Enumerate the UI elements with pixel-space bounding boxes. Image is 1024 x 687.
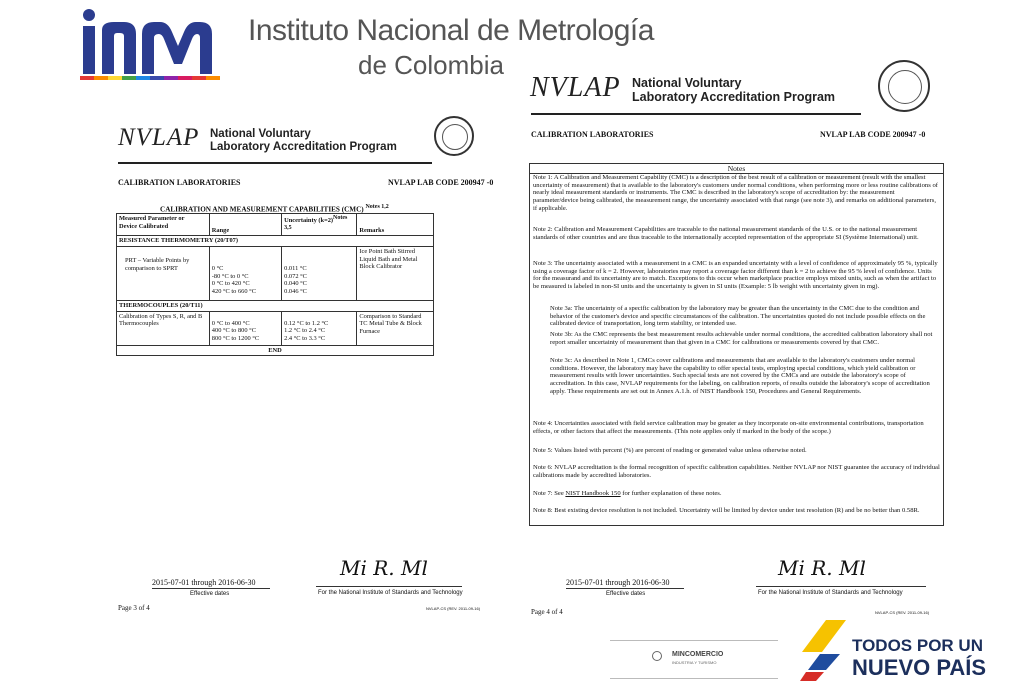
table-title-text: CALIBRATION AND MEASUREMENT CAPABILITIES (CMC) <box>160 205 364 214</box>
inm-logo <box>80 6 240 82</box>
effective-dates: 2015-07-01 through 2016-06-30 <box>152 578 256 587</box>
col-header-param <box>117 214 210 236</box>
mincomercio-label: MINCOMERCIO <box>672 651 724 658</box>
uncertainty-value: 0.046 °C <box>284 287 307 295</box>
program-line2: Laboratory Accreditation Program <box>632 90 836 104</box>
range-value: 800 °C to 1200 °C <box>211 334 260 342</box>
range-value: -80 °C to 0 °C <box>211 272 249 280</box>
doc-seal-icon <box>878 60 930 112</box>
signature-label: For the National Institute of Standards and Technology <box>318 590 463 596</box>
page-number: Page 4 of 4 <box>531 608 563 616</box>
range-cell <box>209 311 281 345</box>
program-line2: Laboratory Accreditation Program <box>210 141 397 153</box>
slogan-line2: NUEVO PAÍS <box>852 655 987 680</box>
range-cell <box>209 247 281 301</box>
category-label: CALIBRATION LABORATORIES <box>118 178 241 187</box>
nvlap-logo: NVLAP <box>530 72 621 103</box>
uncertainty-value: 2.4 °C to 3.3 °C <box>284 334 326 342</box>
signature-rule <box>756 586 926 587</box>
note-3a: Note 3a: The uncertainty of a specific calibration by the laboratory may be greater than the uncertainty in the CMC due to the condition and behavior of the customer's device and specific circumstances of the calibration. The uncertainties quoted do not include possible effects on the calibrated device of transportation, long term stability, or intended use. <box>550 305 926 328</box>
mincomercio-sublabel: INDUSTRIA Y TURISMO <box>672 660 717 665</box>
section-row <box>117 301 434 312</box>
mincomercio-bottom-rule <box>610 678 778 679</box>
inm-name-line1: Instituto Nacional de Metrología <box>248 14 654 47</box>
note-7 <box>533 490 940 498</box>
uncertainty-value: 0.040 °C <box>284 280 307 288</box>
uncertainty-cell <box>282 311 357 345</box>
category-label: CALIBRATION LABORATORIES <box>531 130 654 139</box>
effective-rule <box>566 588 684 589</box>
form-number: NVLAP-CS (REV. 2011-09-16) <box>875 610 930 615</box>
note-1: Note 1: A Calibration and Measurement Capability (CMC) is a description of the best result of a calibration or measurement (result with the smallest uncertainty of measurement) that is available to the laboratory's customers under normal conditions, when performing more or less routine calibrations of nearly ideal measurement standards or instruments. The CMC is described in the laboratory's scope of accreditation by: the measurement parameter/device being calibrated, the measurement range, the uncertainty associated with that range (see note 3), and remarks on additional parameters, if applicable. <box>533 174 938 212</box>
program-line1: National Voluntary <box>210 128 311 140</box>
table-header-row <box>117 214 434 236</box>
end-row <box>117 345 434 356</box>
program-name <box>210 128 397 154</box>
effective-label: Effective dates <box>606 591 646 597</box>
mincomercio-top-rule <box>610 640 778 641</box>
col-header-range: Range <box>209 214 281 236</box>
program-name <box>632 76 835 104</box>
table-title-note: Notes 1,2 <box>365 204 389 210</box>
form-number: NVLAP-CS (REV. 2011-09-16) <box>426 606 481 611</box>
inm-name-line2: de Colombia <box>358 50 504 80</box>
uncertainty-header-text: Uncertainty (k=2) <box>284 217 334 225</box>
program-line1: National Voluntary <box>632 76 742 90</box>
colombia-shield-icon <box>652 651 662 661</box>
note-8: Note 8: Best existing device resolution is not included. Uncertainty will be limited by device under test resolution (R) and be no better than 0.58R. <box>533 507 920 514</box>
uncertainty-cell <box>282 247 357 301</box>
col-header-remarks: Remarks <box>357 214 434 236</box>
range-value: 420 °C to 660 °C <box>211 287 256 295</box>
note-4: Note 4: Uncertainties associated with field service calibration may be greater as they incorporate on-site environmental contributions, transportation effects, or other factors that affect the measurements. (This note applies only if marked in the body of the scope.) <box>533 420 924 435</box>
nvlap-logo: NVLAP <box>118 124 200 151</box>
note-3c: Note 3c: As described in Note 1, CMCs cover calibrations and measurements that are available to the laboratory's customers under normal conditions. However, the laboratory may have the capability to offer special tests, employing special conditions, which yield calibration or measurement results with lower uncertainties. Such special tests are not covered by the CMCs and are outside the laboratory's scope of accreditation. In this case, NVLAP requirements for the labeling, on calibration reports, of results outside the laboratory's scope of accreditation apply. These requirements are set out in Annex A.1.h. of NIST Handbook 150, Procedures and General Requirements. <box>550 357 930 395</box>
colombia-flag-emblem-icon <box>796 618 848 682</box>
section-title-thermocouples: THERMOCOUPLES (20/T11) <box>117 301 434 312</box>
note-3: Note 3: The uncertainty associated with a measurement in a CMC is an expanded uncertainty with a level of confidence of approximately 95 %, typically using a coverage factor of k = 2. However, laboratories may report a coverage factor different than k = 2 to achieve the 95 % level of confidence. Units for the measurand and its uncertainty are to match. Exceptions to this occur when marketplace practice employs mixed units, such as when the artifact to be measured is labeled in non-SI units and the uncertainty is given in SI units (Example: 5 lb weight with uncertainty given in mg). <box>533 260 938 291</box>
header-rule <box>531 113 861 115</box>
uncertainty-header-note: Notes 3,5 <box>284 215 348 231</box>
header-rule <box>118 162 432 164</box>
note-6: Note 6: NVLAP accreditation is the formal recognition of specific calibration capabilities. Neither NVLAP nor NIST guarantee the accuracy of individual calibrations made by accredited laboratories. <box>533 464 940 479</box>
note-2: Note 2: Calibration and Measurement Capabilities are traceable to the national measurement standards of the U.S. or to the national measurement standards of other countries and are thus traceable to the internationally accepted representation of the appropriate SI (Système International) unit. <box>533 226 919 241</box>
signature: Mi R. Ml <box>778 556 866 580</box>
table-row <box>117 311 434 345</box>
range-value: 400 °C to 800 °C <box>211 327 256 335</box>
lab-code: NVLAP LAB CODE 200947 -0 <box>820 130 926 139</box>
signature-label: For the National Institute of Standards and Technology <box>758 590 903 596</box>
remarks-cell: Comparison to Standard TC Metal Tube & Block Furnace <box>357 311 434 345</box>
lab-code: NVLAP LAB CODE 200947 -0 <box>388 178 494 187</box>
effective-rule <box>152 588 270 589</box>
remarks-cell: Ice Point Bath Stirred Liquid Bath and Metal Block Calibrator <box>357 247 434 301</box>
col-header-uncertainty <box>282 214 357 236</box>
signature-rule <box>316 586 462 587</box>
end-label: END <box>117 345 434 356</box>
nist-handbook-link[interactable]: NIST Handbook 150 <box>565 490 621 497</box>
uncertainty-value: 0.072 °C <box>284 272 307 280</box>
note-3b: Note 3b: As the CMC represents the best measurement results achievable under normal conditions, the accredited calibration laboratory shall not report smaller uncertainty of measurement than that given in a CMC for calibrations or measurements covered by that CMC. <box>550 331 933 346</box>
param-header-line1: Measured Parameter or <box>119 215 185 222</box>
range-value: 0 °C to 400 °C <box>211 319 250 327</box>
uncertainty-value: 1.2 °C to 2.4 °C <box>284 327 326 335</box>
device-cell: Calibration of Types S, R, and B Thermocouples <box>117 311 210 345</box>
note-7-text: Note 7: See <box>533 490 566 497</box>
notes-title: Notes <box>530 164 943 174</box>
section-row <box>117 236 434 247</box>
section-title-resistance: RESISTANCE THERMOMETRY (20/T07) <box>117 236 434 247</box>
note-5: Note 5: Values listed with percent (%) are percent of reading or generated value unless otherwise noted. <box>533 447 807 454</box>
notes-box <box>529 163 944 526</box>
effective-dates: 2015-07-01 through 2016-06-30 <box>566 578 670 587</box>
page-number: Page 3 of 4 <box>118 604 150 612</box>
note-7-text-end: for further explanation of these notes. <box>620 490 722 497</box>
uncertainty-value: 0.12 °C to 1.2 °C <box>284 319 329 327</box>
table-title <box>160 204 389 213</box>
signature: Mi R. Ml <box>340 556 428 580</box>
effective-label: Effective dates <box>190 591 230 597</box>
doc-seal-icon <box>434 116 474 156</box>
uncertainty-value: 0.011 °C <box>284 265 307 273</box>
table-row <box>117 247 434 301</box>
range-value: 0 °C to 420 °C <box>211 280 250 288</box>
cmc-table <box>116 213 434 356</box>
range-value: 0 °C <box>211 265 224 273</box>
device-cell: PRT – Variable Points by comparison to SPRT <box>117 247 210 301</box>
slogan-line1: TODOS POR UN <box>852 636 983 655</box>
param-header-line2: Device Calibrated <box>119 222 169 230</box>
